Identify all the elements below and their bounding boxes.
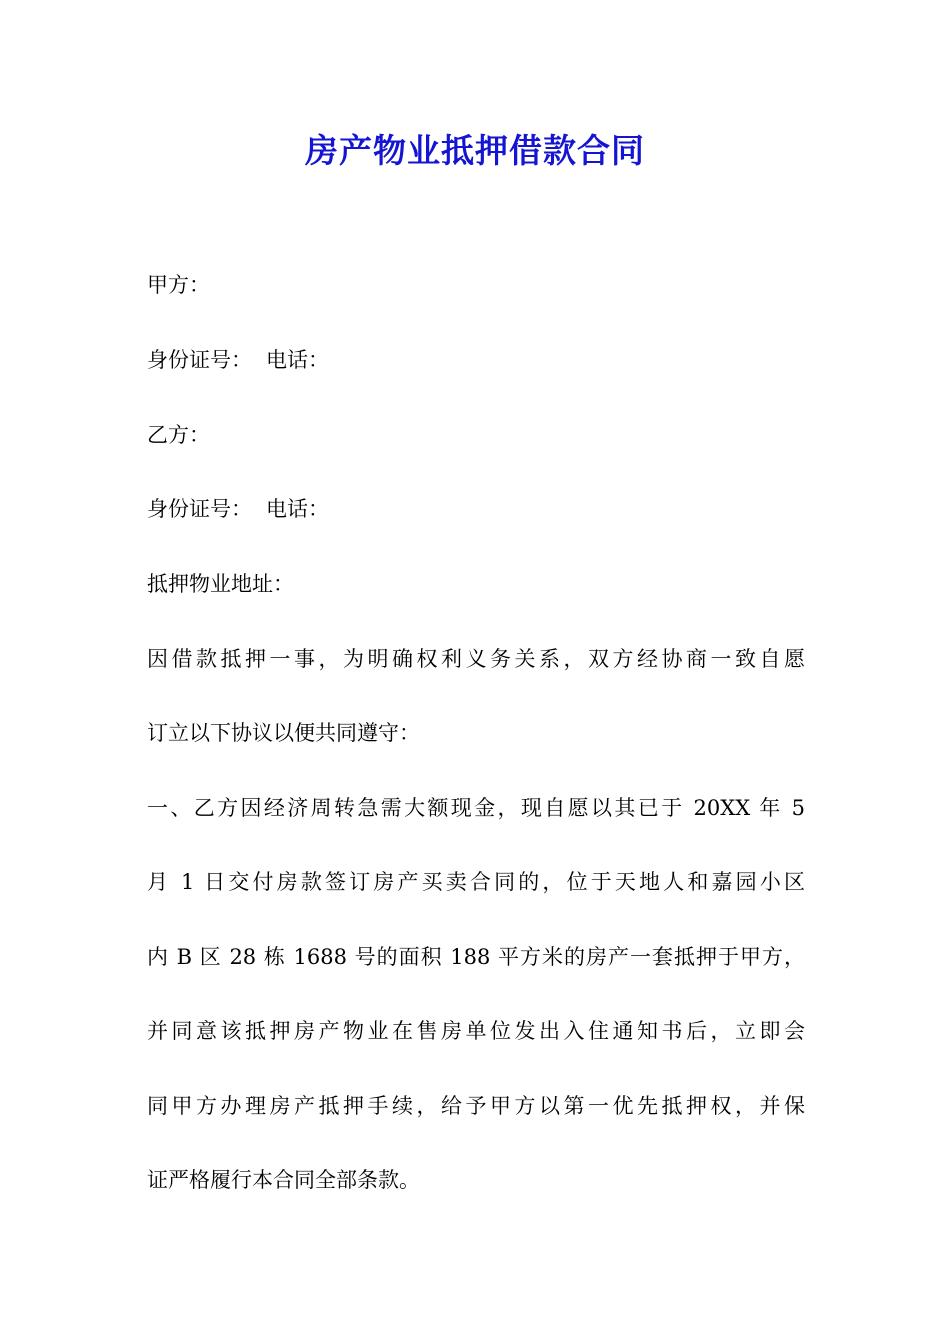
- party-b-label: 乙方：: [147, 423, 210, 447]
- clause1-line-5: 同甲方办理房产抵押手续，给予甲方以第一优先抵押权，并保: [147, 1094, 805, 1118]
- clause1-line-4: 并同意该抵押房产物业在售房单位发出入住通知书后，立即会: [147, 1019, 805, 1043]
- party-b-id-label: 身份证号：: [147, 497, 252, 521]
- party-a-id-line: [147, 345, 329, 375]
- party-b-phone-label: 电话：: [266, 497, 329, 521]
- clause1-line-1: 一、乙方因经济周转急需大额现金，现自愿以其已于 20XX 年 5: [147, 796, 805, 820]
- mortgage-address-label: 抵押物业地址：: [147, 572, 294, 596]
- party-a-line: [147, 270, 210, 300]
- intro-line-1: 因借款抵押一事，为明确权利义务关系，双方经协商一致自愿: [147, 647, 805, 671]
- party-a-label: 甲方：: [147, 273, 210, 297]
- party-a-id-label: 身份证号：: [147, 348, 252, 372]
- party-a-phone-label: 电话：: [266, 348, 329, 372]
- document-title: 房产物业抵押借款合同: [305, 131, 645, 170]
- clause1-line-2: 月 1 日交付房款签订房产买卖合同的，位于天地人和嘉园小区: [147, 870, 805, 894]
- intro-line-2: 订立以下协议以便共同遵守：: [147, 721, 420, 745]
- clause1-line-3: 内 B 区 28 栋 1688 号的面积 188 平方米的房产一套抵押于甲方，: [147, 945, 805, 969]
- party-b-id-line: [147, 494, 329, 524]
- party-b-line: [147, 420, 210, 450]
- clause1-line-6: 证严格履行本合同全部条款。: [147, 1168, 420, 1192]
- mortgage-address-line: [147, 569, 294, 599]
